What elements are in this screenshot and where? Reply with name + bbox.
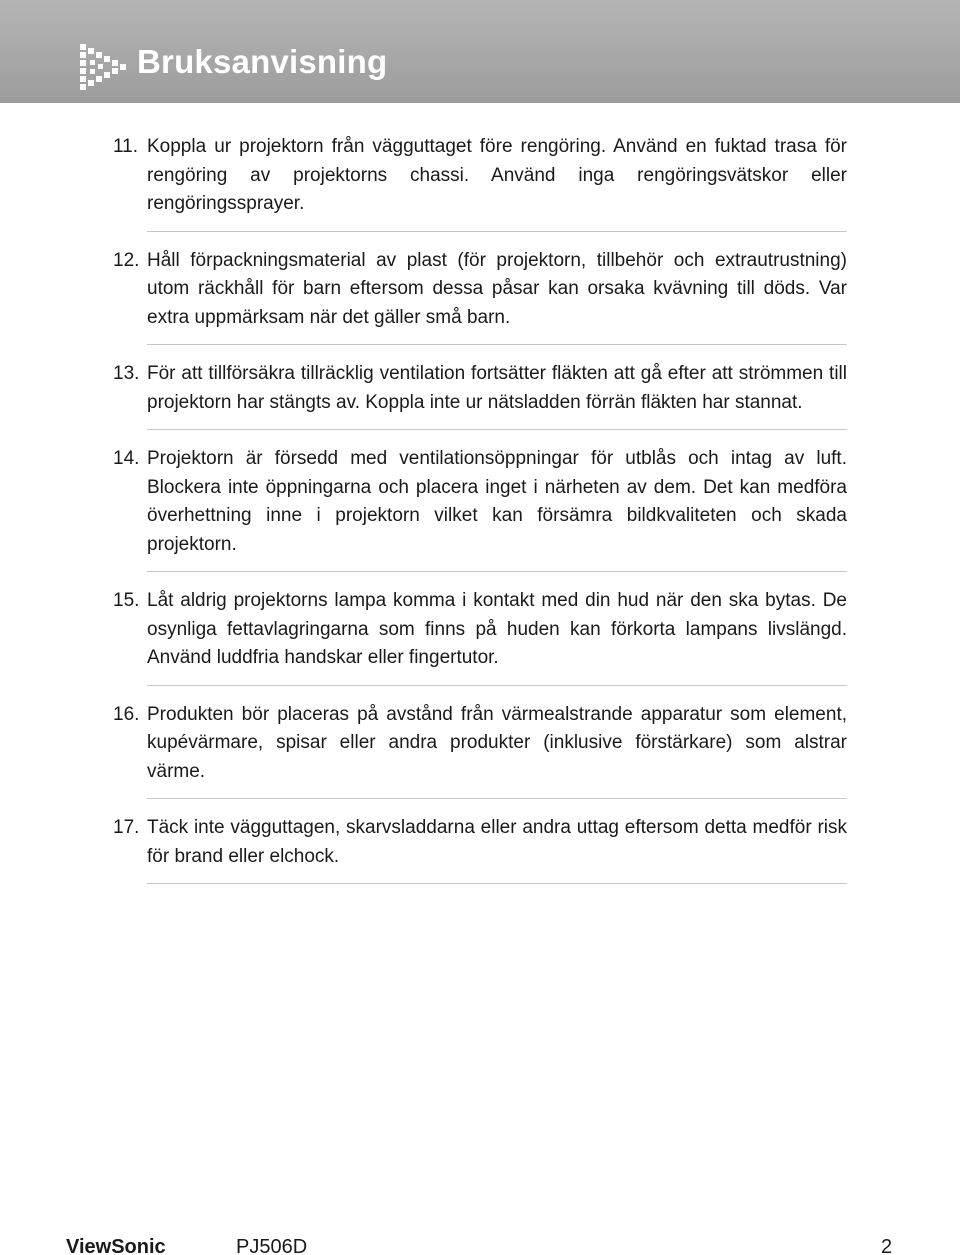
divider — [147, 685, 847, 686]
list-item — [113, 445, 847, 559]
divider — [147, 883, 847, 884]
list-item — [113, 360, 847, 417]
page-header — [0, 0, 960, 103]
chevron-pattern-icon — [80, 44, 126, 90]
item-text: Täck inte vägguttagen, skarvsladdarna eller andra uttag eftersom detta medför risk för brand eller elchock. — [147, 817, 847, 867]
item-number: 17. — [113, 817, 140, 838]
list-item — [113, 701, 847, 787]
item-number: 11. — [113, 136, 139, 157]
page-title: Bruksanvisning — [137, 43, 388, 80]
list-item — [113, 247, 847, 333]
item-text: Håll förpackningsmaterial av plast (för projektorn, tillbehör och extrautrustning) utom räckhåll för barn eftersom dessa påsar kan orsaka kvävning till döds. Var extra uppmärksam när det gäller små barn. — [147, 249, 847, 328]
item-text: Koppla ur projektorn från vägguttaget före rengöring. Använd en fuktad trasa för rengöring av projektorns chassi. Använd inga rengöringsvätskor eller rengöringssprayer. — [147, 136, 847, 214]
divider — [147, 344, 847, 345]
item-text: Låt aldrig projektorns lampa komma i kontakt med din hud när den ska bytas. De osynliga fettavlagringarna som finns på huden kan förkorta lampans livslängd. Använd luddfria handskar eller fingertutor. — [147, 590, 847, 668]
page-footer — [0, 1236, 960, 1255]
page-number: 2 — [881, 1236, 893, 1255]
divider — [147, 798, 847, 799]
footer-model: PJ506D — [236, 1236, 308, 1255]
item-text: För att tillförsäkra tillräcklig ventilation fortsätter fläkten att gå efter att strömmen till projektorn har stängts av. Koppla inte ur nätsladden förrän fläkten har stannat. — [147, 363, 847, 413]
list-item — [113, 814, 847, 871]
item-number: 15. — [113, 590, 140, 611]
instruction-list — [113, 133, 847, 899]
item-text: Produkten bör placeras på avstånd från värmealstrande apparatur som element, kupévärmare, spisar eller andra produkter (inklusive förstärkare) som alstrar värme. — [147, 703, 847, 782]
item-number: 13. — [113, 363, 140, 384]
divider — [147, 429, 847, 430]
item-number: 16. — [113, 703, 140, 725]
divider — [147, 571, 847, 572]
divider — [147, 231, 847, 232]
list-item — [113, 587, 847, 673]
item-number: 14. — [113, 448, 140, 469]
item-number: 12. — [113, 249, 140, 271]
list-item — [113, 133, 847, 219]
footer-brand: ViewSonic — [66, 1236, 166, 1255]
item-text: Projektorn är försedd med ventilationsöppningar för utblås och intag av luft. Blockera inte öppningarna och placera inget i närheten av dem. Det kan medföra överhettning inne i projektorn vilket kan försämra bildkvaliteten och skada projektorn. — [147, 448, 847, 555]
